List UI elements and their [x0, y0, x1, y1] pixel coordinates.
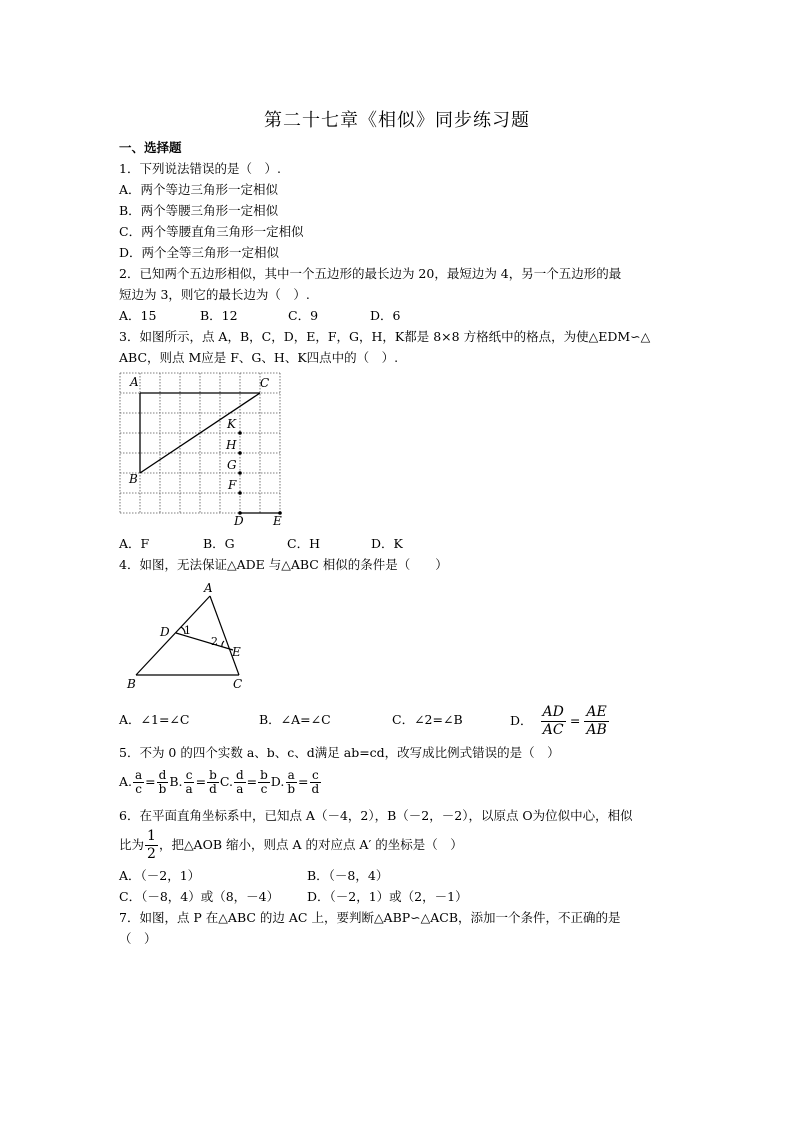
fraction-numerator: c	[185, 767, 193, 782]
q2-option-b: B．12	[200, 308, 238, 323]
q1-option-c: C．两个等腰直角三角形一定相似	[119, 224, 304, 239]
q3-stem-line1: 3．如图所示，点 A，B，C，D，E，F，G，H，K都是 8×8 方格纸中的格点，为使△EDM∽△	[119, 329, 651, 344]
q3-option-c: C．H	[287, 536, 320, 551]
q6-option-a: A．（－2，1）	[119, 868, 201, 883]
q5-option-b-label: B.	[169, 774, 183, 789]
equals-sign: =	[195, 774, 207, 789]
q4-option-c: C．∠2=∠B	[392, 712, 463, 727]
fraction-numerator: AE	[586, 703, 607, 720]
side-ab	[136, 596, 210, 675]
label-g: G	[227, 458, 237, 472]
q2-option-c: C．9	[288, 308, 319, 323]
fraction-denominator: 2	[147, 845, 156, 862]
fraction-numerator: b	[260, 767, 268, 782]
label-a: A	[204, 581, 213, 595]
q4-fraction-ad-ac	[541, 704, 566, 739]
label-e: E	[273, 514, 282, 528]
q1-option-d: D．两个全等三角形一定相似	[119, 245, 280, 260]
fraction-denominator: a	[236, 781, 244, 796]
fraction-denominator: d	[311, 781, 320, 796]
fraction-numerator: c	[312, 767, 319, 782]
label-b: B	[129, 472, 138, 486]
label-c: C	[233, 677, 243, 691]
q7-stem-line1: 7．如图，点 P 在△ABC 的边 AC 上，要判断△ABP∽△ACB，添加一个条件，不正确的是	[119, 910, 621, 925]
q6-option-c: C．（－8，4）或（8，－4）	[119, 889, 280, 904]
q7-stem-line2: （ ）	[119, 931, 157, 946]
equals-sign: =	[298, 774, 309, 789]
page-title: 第二十七章《相似》同步练习题	[264, 110, 530, 131]
q4-option-b: B．∠A=∠C	[259, 712, 331, 727]
q3-stem-line2: ABC，则点 M应是 F、G、H、K四点中的（ ）.	[119, 350, 399, 365]
fraction-denominator: b	[287, 781, 296, 796]
q1-stem: 1．下列说法错误的是（ ）.	[119, 161, 281, 176]
label-d: D	[160, 625, 170, 639]
q6-line2-prefix: 比为	[119, 837, 145, 852]
q6-option-d: D．（－2，1）或（2，－1）	[307, 889, 468, 904]
q3-option-a: A．F	[119, 536, 150, 551]
q5-b-fraction-2	[207, 769, 219, 796]
q5-d-fraction-2	[310, 769, 322, 796]
label-a: A	[130, 375, 139, 389]
q2-stem-line2: 短边为 3，则它的最长边为（ ）.	[119, 287, 310, 302]
q3-option-b: B．G	[203, 536, 235, 551]
q2-option-a: A．15	[119, 308, 157, 323]
label-c: C	[260, 376, 270, 390]
label-angle-2: 2	[211, 635, 218, 648]
q4-triangle-figure	[120, 578, 260, 694]
fraction-denominator: a	[185, 781, 193, 796]
q1-option-a: A．两个等边三角形一定相似	[119, 182, 279, 197]
q5-option-a-label: A.	[119, 774, 133, 789]
q2-option-d: D．6	[370, 308, 401, 323]
section-heading: 一、选择题	[119, 140, 182, 155]
q5-stem: 5．不为 0 的四个实数 a、b、c、d满足 ab=cd，改写成比例式错误的是（ ）	[119, 745, 560, 760]
fraction-denominator: AB	[586, 721, 607, 738]
q5-d-fraction-1	[285, 769, 297, 796]
q3-option-d: D．K	[371, 536, 403, 551]
fraction-numerator: a	[287, 767, 295, 782]
q2-stem-line1: 2．已知两个五边形相似，其中一个五边形的最长边为 20，最短边为 4，另一个五边形的最	[119, 266, 622, 281]
q5-option-c-label: C.	[219, 774, 233, 789]
q5-c-fraction-1	[234, 769, 246, 796]
label-f: F	[228, 478, 237, 492]
q4-option-d	[510, 702, 610, 740]
fraction-numerator: d	[158, 767, 167, 782]
grid-lines	[120, 373, 280, 513]
q4-option-d-label: D．	[510, 713, 533, 728]
q5-b-fraction-1	[184, 769, 195, 796]
fraction-denominator: d	[209, 781, 217, 796]
q5-option-d-label: D.	[270, 774, 285, 789]
q5-a-fraction-1	[133, 769, 144, 796]
label-angle-1: 1	[184, 624, 191, 637]
fraction-denominator: b	[158, 781, 167, 796]
q5-options	[119, 765, 322, 799]
equals-sign: =	[246, 774, 258, 789]
q4-fraction-ae-ab	[584, 704, 608, 739]
equals-sign: =	[145, 774, 156, 789]
equals-sign: =	[569, 713, 581, 728]
label-b: B	[127, 677, 136, 691]
fraction-numerator: 1	[147, 827, 156, 844]
fraction-numerator: a	[135, 767, 143, 782]
q5-c-fraction-2	[258, 769, 270, 796]
label-k: K	[227, 417, 236, 431]
q4-option-a: A．∠1=∠C	[119, 712, 190, 727]
q6-line2-suffix: ，把△AOB 缩小，则点 A 的对应点 A′ 的坐标是（ ）	[158, 837, 463, 852]
fraction-numerator: b	[209, 767, 217, 782]
label-h: H	[226, 438, 237, 452]
q1-option-b: B．两个等腰三角形一定相似	[119, 203, 279, 218]
q3-grid-figure	[112, 368, 288, 528]
fraction-denominator: c	[135, 781, 142, 796]
q6-ratio-fraction	[145, 828, 158, 863]
fraction-denominator: AC	[542, 721, 564, 738]
label-e: E	[232, 645, 241, 659]
q5-a-fraction-2	[157, 769, 169, 796]
fraction-denominator: c	[260, 781, 268, 796]
q6-option-b: B．（－8，4）	[307, 868, 389, 883]
fraction-numerator: d	[235, 767, 244, 782]
angle-2-arc	[222, 641, 224, 647]
q6-stem-line2	[119, 826, 463, 864]
label-d: D	[234, 514, 244, 528]
q4-stem: 4．如图，无法保证△ADE 与△ABC 相似的条件是（ ）	[119, 557, 448, 572]
fraction-numerator: AD	[542, 703, 564, 720]
q6-stem-line1: 6．在平面直角坐标系中，已知点 A（－4，2），B（－2，－2），以原点 O为位似中心，相似	[119, 808, 633, 823]
